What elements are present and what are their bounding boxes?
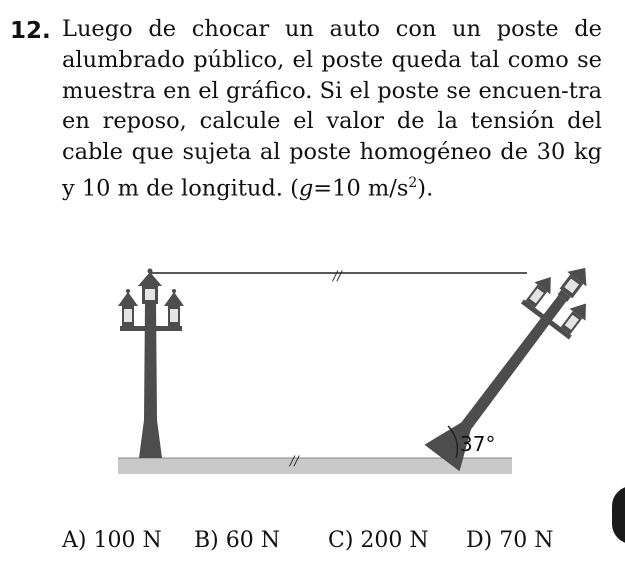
answer-options bbox=[62, 528, 582, 562]
parallel-mark-cable: // bbox=[333, 269, 342, 284]
gravity-exponent: 2 bbox=[408, 174, 418, 191]
option-c[interactable]: C) 200 N bbox=[328, 528, 429, 553]
tilted-lamp-post bbox=[416, 249, 610, 478]
gravity-value: 10 m/s bbox=[332, 175, 409, 202]
statement-end: ). bbox=[417, 175, 434, 202]
option-a[interactable]: A) 100 N bbox=[62, 528, 162, 553]
equals-sign: = bbox=[313, 175, 333, 202]
option-d[interactable]: D) 70 N bbox=[466, 528, 554, 553]
statement-text: Luego de chocar un auto con un poste de alumbrado público, el poste queda tal como se muestra en el gráfico. Si el poste se encuen-tra en reposo, calcule el valor de la tensión del cable que sujeta al poste homogéneo de 30 kg y 10 m de longitud. ( bbox=[62, 16, 602, 202]
option-b[interactable]: B) 60 N bbox=[194, 528, 280, 553]
gravity-symbol: g bbox=[298, 175, 314, 202]
upright-lamp-post bbox=[118, 269, 184, 459]
problem-number: 12. bbox=[10, 18, 51, 44]
angle-label: 37° bbox=[460, 432, 496, 456]
parallel-mark-ground: // bbox=[290, 454, 299, 469]
